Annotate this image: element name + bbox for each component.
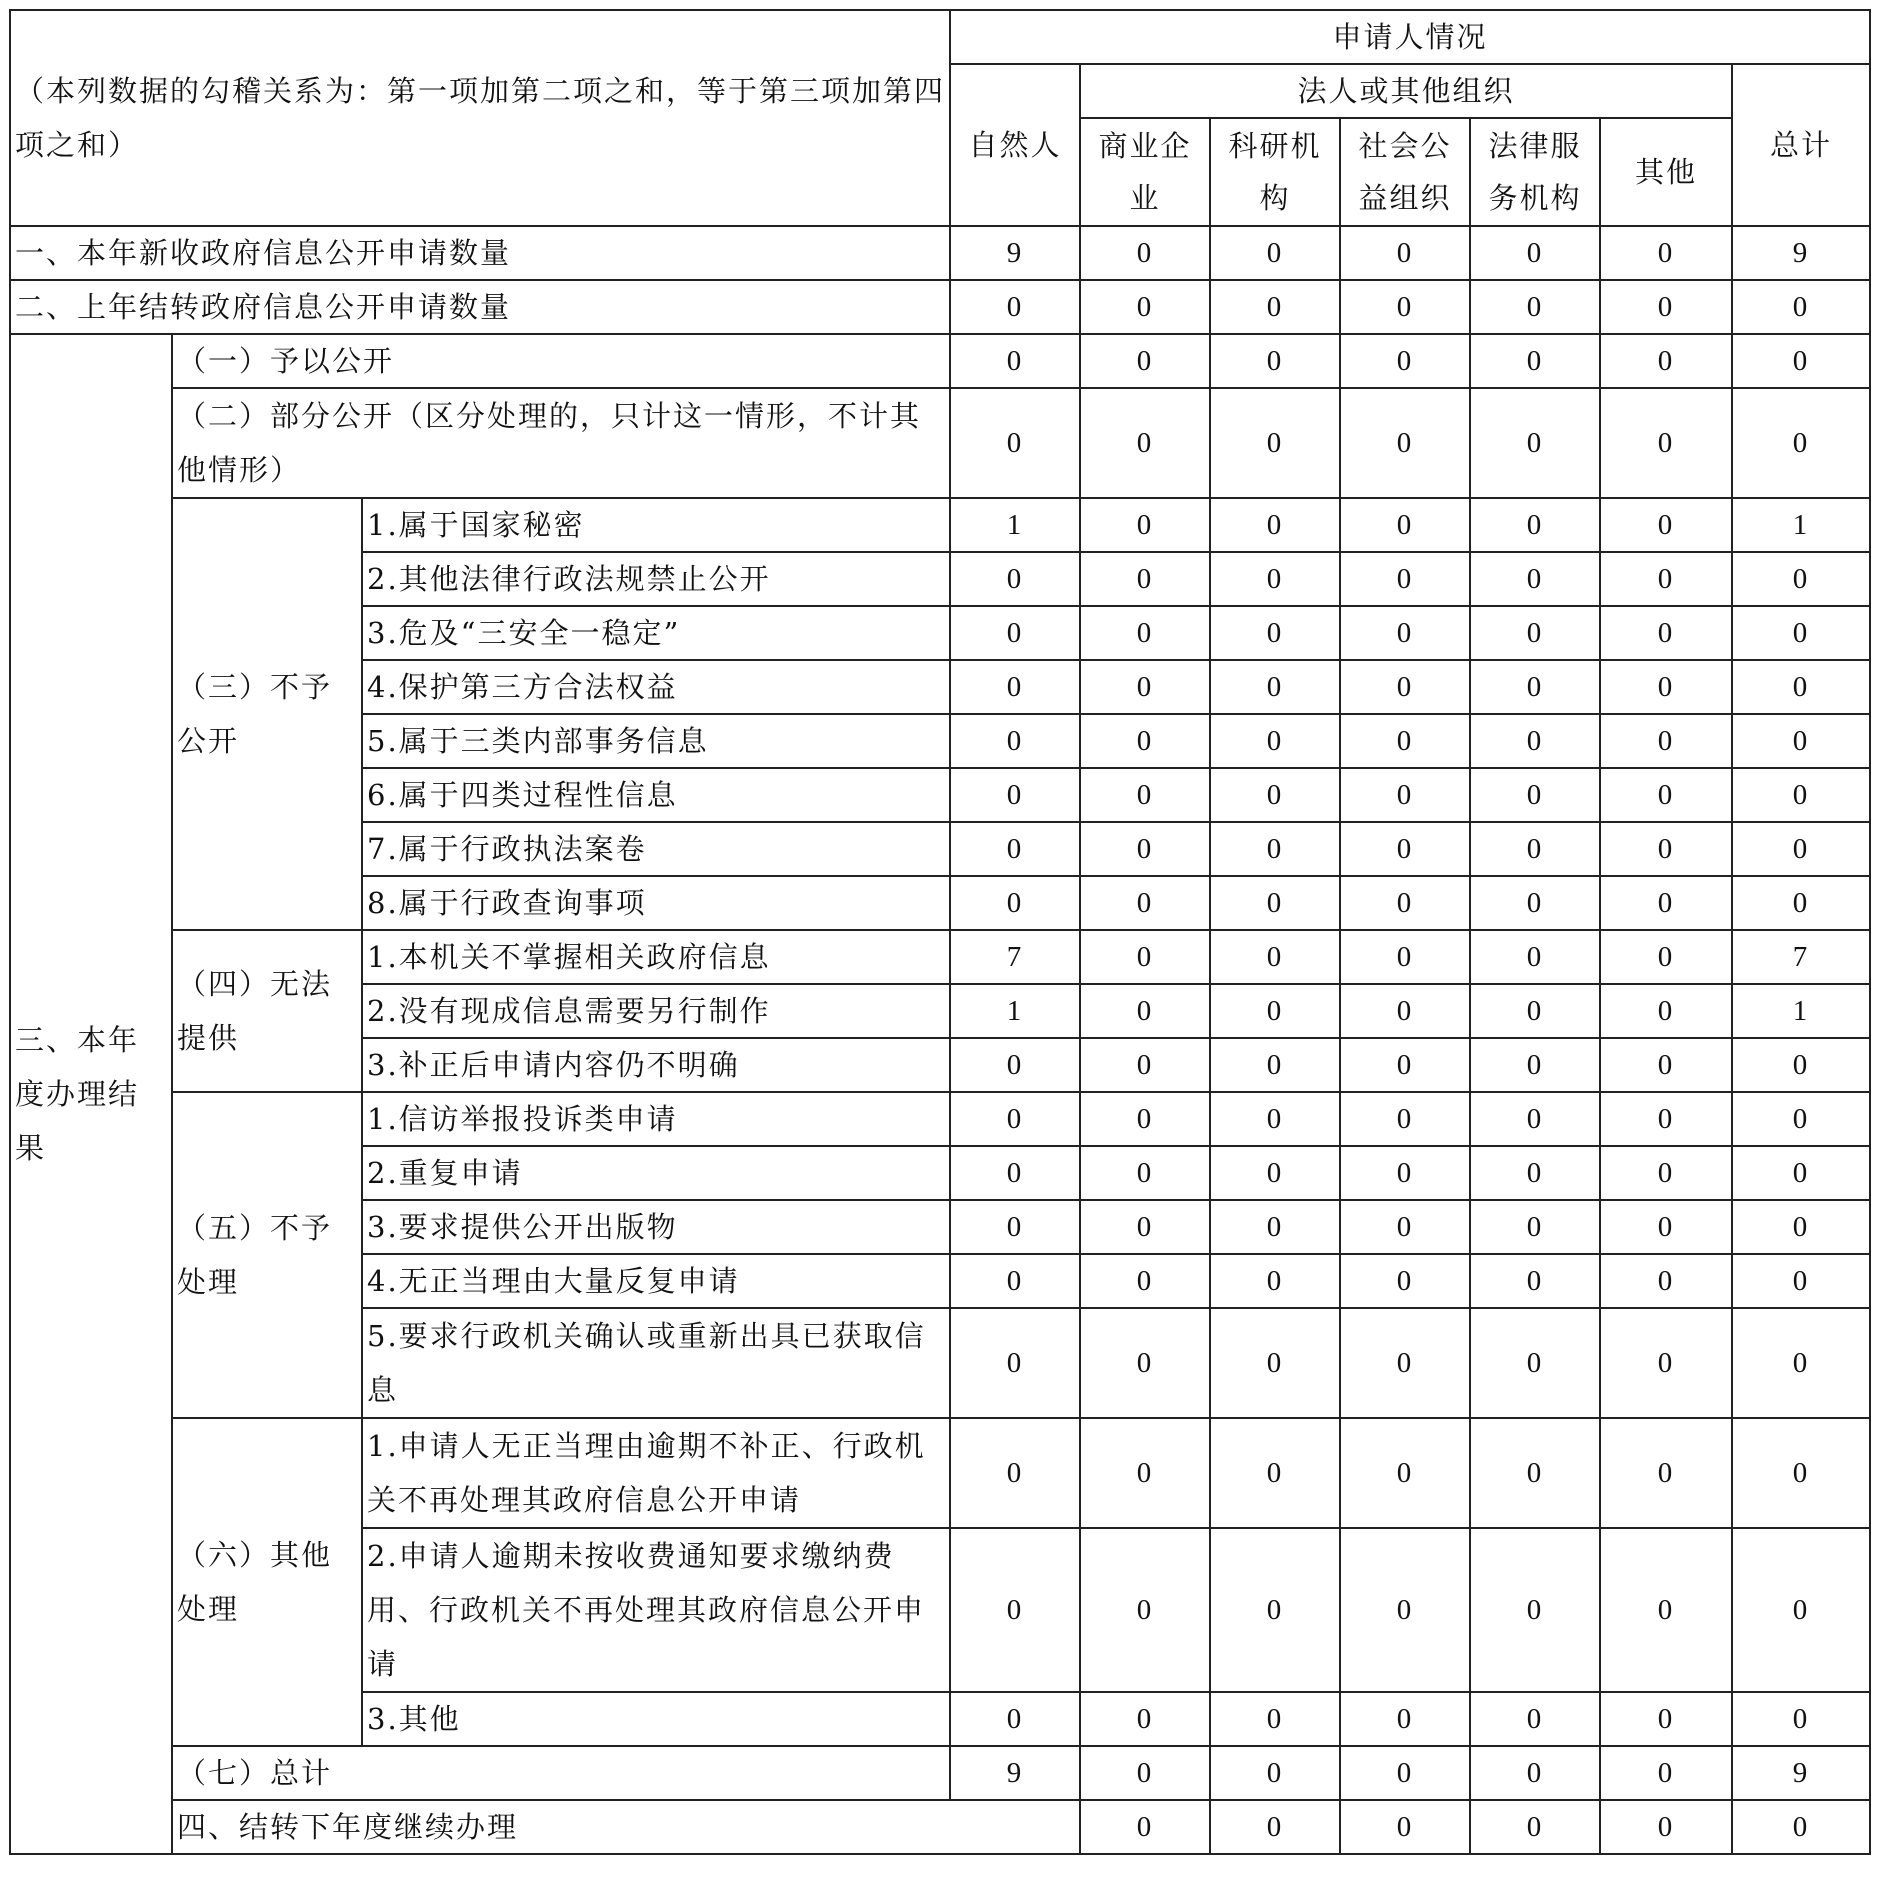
row-label: 5.要求行政机关确认或重新出具已获取信息 <box>362 1308 950 1418</box>
value-cell: 0 <box>1340 1038 1470 1092</box>
row-label: （一）予以公开 <box>172 334 950 388</box>
value-cell: 0 <box>1470 822 1600 876</box>
value-cell: 0 <box>950 388 1080 498</box>
value-cell: 1 <box>1732 984 1870 1038</box>
value-cell: 0 <box>1210 1200 1340 1254</box>
value-cell: 0 <box>1600 1418 1732 1528</box>
gov-info-request-table <box>9 9 1871 1855</box>
value-cell: 0 <box>950 1146 1080 1200</box>
value-cell: 0 <box>1470 226 1600 280</box>
value-cell: 0 <box>950 876 1080 930</box>
value-cell: 0 <box>1470 606 1600 660</box>
header-total: 总计 <box>1732 64 1870 226</box>
value-cell: 0 <box>1600 822 1732 876</box>
row-label: 1.申请人无正当理由逾期不补正、行政机关不再处理其政府信息公开申请 <box>362 1418 950 1528</box>
value-cell: 0 <box>1600 280 1732 334</box>
value-cell: 0 <box>1732 876 1870 930</box>
value-cell: 0 <box>1732 1200 1870 1254</box>
value-cell: 1 <box>1732 498 1870 552</box>
header-natural-person: 自然人 <box>950 64 1080 226</box>
value-cell: 0 <box>950 714 1080 768</box>
value-cell: 0 <box>1210 1146 1340 1200</box>
row-label: 二、上年结转政府信息公开申请数量 <box>10 280 950 334</box>
value-cell: 0 <box>1340 1308 1470 1418</box>
row-label: 8.属于行政查询事项 <box>362 876 950 930</box>
value-cell: 0 <box>1470 552 1600 606</box>
value-cell: 0 <box>1080 226 1210 280</box>
value-cell: 0 <box>1340 1800 1470 1854</box>
row-label: 2.其他法律行政法规禁止公开 <box>362 552 950 606</box>
value-cell: 0 <box>1210 226 1340 280</box>
value-cell: 0 <box>950 606 1080 660</box>
value-cell: 0 <box>1600 388 1732 498</box>
value-cell: 0 <box>1080 552 1210 606</box>
row-label: （二）部分公开（区分处理的，只计这一情形，不计其他情形） <box>172 388 950 498</box>
value-cell: 0 <box>1600 606 1732 660</box>
row-label: 3.其他 <box>362 1692 950 1746</box>
value-cell: 0 <box>1340 1746 1470 1800</box>
value-cell: 0 <box>1470 334 1600 388</box>
value-cell: 0 <box>1732 822 1870 876</box>
value-cell: 0 <box>950 1092 1080 1146</box>
value-cell: 0 <box>1470 1146 1600 1200</box>
value-cell: 0 <box>1600 226 1732 280</box>
value-cell: 0 <box>1080 930 1210 984</box>
value-cell: 0 <box>1732 1692 1870 1746</box>
row-label: 1.本机关不掌握相关政府信息 <box>362 930 950 984</box>
value-cell: 0 <box>1600 1038 1732 1092</box>
value-cell: 0 <box>1210 1528 1340 1692</box>
row-label: 2.申请人逾期未按收费通知要求缴纳费用、行政机关不再处理其政府信息公开申请 <box>362 1528 950 1692</box>
table-row <box>10 388 1870 498</box>
value-cell: 0 <box>1340 714 1470 768</box>
table-row <box>10 1800 1870 1854</box>
value-cell: 1 <box>950 498 1080 552</box>
row-label: 1.属于国家秘密 <box>362 498 950 552</box>
value-cell: 0 <box>1080 714 1210 768</box>
value-cell: 0 <box>1470 1418 1600 1528</box>
value-cell: 0 <box>1210 822 1340 876</box>
value-cell: 9 <box>1732 1746 1870 1800</box>
value-cell: 0 <box>1080 1146 1210 1200</box>
table-row <box>10 334 1870 388</box>
value-cell: 0 <box>1600 1528 1732 1692</box>
group-label-not-disclosed: （三）不予公开 <box>172 498 362 930</box>
value-cell: 1 <box>950 984 1080 1038</box>
value-cell: 0 <box>1340 822 1470 876</box>
value-cell: 0 <box>1600 1800 1732 1854</box>
value-cell: 0 <box>1340 930 1470 984</box>
row-label: 3.补正后申请内容仍不明确 <box>362 1038 950 1092</box>
value-cell: 0 <box>1732 388 1870 498</box>
value-cell: 0 <box>1080 1254 1210 1308</box>
value-cell: 0 <box>1340 1146 1470 1200</box>
group-label-not-processed: （五）不予处理 <box>172 1092 362 1418</box>
value-cell: 0 <box>1732 1092 1870 1146</box>
value-cell: 0 <box>1600 552 1732 606</box>
value-cell: 0 <box>1080 388 1210 498</box>
value-cell: 0 <box>1340 1200 1470 1254</box>
value-cell: 0 <box>950 1254 1080 1308</box>
value-cell: 0 <box>1210 1746 1340 1800</box>
value-cell: 0 <box>1600 714 1732 768</box>
row-label: 5.属于三类内部事务信息 <box>362 714 950 768</box>
row-label: 一、本年新收政府信息公开申请数量 <box>10 226 950 280</box>
value-cell: 0 <box>1080 822 1210 876</box>
value-cell: 0 <box>1340 660 1470 714</box>
value-cell: 0 <box>1210 498 1340 552</box>
value-cell: 0 <box>1210 1800 1340 1854</box>
value-cell: 0 <box>1470 498 1600 552</box>
value-cell: 0 <box>1210 930 1340 984</box>
header-applicant: 申请人情况 <box>950 10 1870 64</box>
value-cell: 0 <box>1080 1528 1210 1692</box>
value-cell: 0 <box>950 1418 1080 1528</box>
value-cell: 0 <box>950 1038 1080 1092</box>
row-label: 4.保护第三方合法权益 <box>362 660 950 714</box>
value-cell: 9 <box>1732 226 1870 280</box>
value-cell: 0 <box>1210 1092 1340 1146</box>
value-cell: 0 <box>1470 876 1600 930</box>
header-legal-group: 法人或其他组织 <box>1080 64 1732 118</box>
table-row <box>10 930 1870 984</box>
value-cell: 0 <box>1080 1200 1210 1254</box>
value-cell: 0 <box>1732 334 1870 388</box>
value-cell: 0 <box>1210 876 1340 930</box>
value-cell: 0 <box>1080 1800 1210 1854</box>
value-cell: 0 <box>1600 1308 1732 1418</box>
value-cell: 0 <box>1080 984 1210 1038</box>
value-cell: 0 <box>1210 1308 1340 1418</box>
value-cell: 0 <box>950 660 1080 714</box>
value-cell: 0 <box>1210 334 1340 388</box>
value-cell: 0 <box>950 1200 1080 1254</box>
value-cell: 0 <box>1080 1746 1210 1800</box>
value-cell: 0 <box>1470 930 1600 984</box>
row-label: 2.没有现成信息需要另行制作 <box>362 984 950 1038</box>
value-cell: 0 <box>1600 498 1732 552</box>
value-cell: 0 <box>950 768 1080 822</box>
value-cell: 0 <box>1470 660 1600 714</box>
header-research: 科研机构 <box>1210 118 1340 226</box>
value-cell: 0 <box>1080 1692 1210 1746</box>
value-cell: 0 <box>1340 226 1470 280</box>
value-cell: 0 <box>1210 606 1340 660</box>
row-label: 四、结转下年度继续办理 <box>172 1800 1080 1854</box>
value-cell: 0 <box>1600 1692 1732 1746</box>
value-cell: 0 <box>1732 1254 1870 1308</box>
header-other: 其他 <box>1600 118 1732 226</box>
value-cell: 9 <box>950 226 1080 280</box>
value-cell: 0 <box>1470 1038 1600 1092</box>
value-cell: 0 <box>950 552 1080 606</box>
value-cell: 0 <box>1340 1692 1470 1746</box>
row-label: 4.无正当理由大量反复申请 <box>362 1254 950 1308</box>
value-cell: 0 <box>1470 280 1600 334</box>
value-cell: 0 <box>950 822 1080 876</box>
value-cell: 0 <box>1210 1254 1340 1308</box>
value-cell: 0 <box>1600 930 1732 984</box>
value-cell: 0 <box>1470 1800 1600 1854</box>
value-cell: 0 <box>1470 1200 1600 1254</box>
row-label: 7.属于行政执法案卷 <box>362 822 950 876</box>
value-cell: 0 <box>950 1528 1080 1692</box>
value-cell: 0 <box>1732 1418 1870 1528</box>
value-cell: 0 <box>1600 660 1732 714</box>
value-cell: 0 <box>1080 876 1210 930</box>
value-cell: 0 <box>1210 984 1340 1038</box>
value-cell: 0 <box>1732 1308 1870 1418</box>
value-cell: 0 <box>1470 984 1600 1038</box>
value-cell: 0 <box>1470 1692 1600 1746</box>
value-cell: 0 <box>1600 984 1732 1038</box>
value-cell: 0 <box>1600 334 1732 388</box>
table-row <box>10 1092 1870 1146</box>
value-cell: 7 <box>1732 930 1870 984</box>
value-cell: 0 <box>1080 334 1210 388</box>
value-cell: 0 <box>1210 280 1340 334</box>
value-cell: 0 <box>1732 1800 1870 1854</box>
value-cell: 0 <box>1600 768 1732 822</box>
group-label-other-processing: （六）其他处理 <box>172 1418 362 1746</box>
value-cell: 0 <box>1210 768 1340 822</box>
header-commercial: 商业企业 <box>1080 118 1210 226</box>
value-cell: 0 <box>1732 1038 1870 1092</box>
value-cell: 7 <box>950 930 1080 984</box>
value-cell: 0 <box>1080 1092 1210 1146</box>
value-cell: 0 <box>1732 606 1870 660</box>
value-cell: 0 <box>1210 1418 1340 1528</box>
table-row <box>10 280 1870 334</box>
value-cell: 0 <box>1210 552 1340 606</box>
value-cell: 0 <box>1340 552 1470 606</box>
value-cell: 0 <box>1210 660 1340 714</box>
row-label: 3.危及“三安全一稳定” <box>362 606 950 660</box>
group-label-cannot-provide: （四）无法提供 <box>172 930 362 1092</box>
value-cell: 0 <box>1340 1528 1470 1692</box>
value-cell: 0 <box>1600 1254 1732 1308</box>
row-label: 3.要求提供公开出版物 <box>362 1200 950 1254</box>
value-cell: 0 <box>1732 1146 1870 1200</box>
table-note: （本列数据的勾稽关系为：第一项加第二项之和，等于第三项加第四项之和） <box>10 10 950 226</box>
value-cell: 0 <box>1470 1254 1600 1308</box>
value-cell: 0 <box>1080 498 1210 552</box>
header-public-welfare: 社会公益组织 <box>1340 118 1470 226</box>
value-cell: 0 <box>1600 1092 1732 1146</box>
value-cell: 0 <box>1600 1146 1732 1200</box>
value-cell: 0 <box>1080 280 1210 334</box>
value-cell: 0 <box>1340 876 1470 930</box>
value-cell: 0 <box>1340 768 1470 822</box>
table-row <box>10 1746 1870 1800</box>
value-cell: 0 <box>1080 1038 1210 1092</box>
table-row <box>10 1418 1870 1528</box>
row-label: 1.信访举报投诉类申请 <box>362 1092 950 1146</box>
value-cell: 0 <box>1210 1038 1340 1092</box>
row-label: 2.重复申请 <box>362 1146 950 1200</box>
value-cell: 0 <box>1340 498 1470 552</box>
value-cell: 0 <box>1470 1308 1600 1418</box>
value-cell: 0 <box>1470 714 1600 768</box>
row-label: 6.属于四类过程性信息 <box>362 768 950 822</box>
table-row <box>10 498 1870 552</box>
value-cell: 0 <box>1340 1254 1470 1308</box>
value-cell: 0 <box>1732 1528 1870 1692</box>
value-cell: 0 <box>950 1308 1080 1418</box>
value-cell: 0 <box>1732 768 1870 822</box>
value-cell: 0 <box>1732 660 1870 714</box>
value-cell: 0 <box>950 334 1080 388</box>
value-cell: 0 <box>1732 552 1870 606</box>
value-cell: 0 <box>1340 280 1470 334</box>
value-cell: 0 <box>1080 606 1210 660</box>
table-row <box>10 226 1870 280</box>
value-cell: 0 <box>1210 1692 1340 1746</box>
value-cell: 0 <box>1080 1308 1210 1418</box>
value-cell: 0 <box>1210 388 1340 498</box>
section-label-results: 三、本年度办理结果 <box>10 334 172 1854</box>
value-cell: 0 <box>1340 388 1470 498</box>
value-cell: 0 <box>1080 768 1210 822</box>
value-cell: 0 <box>1340 334 1470 388</box>
value-cell: 0 <box>1340 606 1470 660</box>
value-cell: 0 <box>1470 1746 1600 1800</box>
value-cell: 0 <box>1210 714 1340 768</box>
value-cell: 0 <box>1600 1200 1732 1254</box>
value-cell: 0 <box>1340 1092 1470 1146</box>
value-cell: 0 <box>1470 768 1600 822</box>
value-cell: 0 <box>1080 660 1210 714</box>
value-cell: 0 <box>1732 280 1870 334</box>
value-cell: 0 <box>1470 1092 1600 1146</box>
header-legal-service: 法律服务机构 <box>1470 118 1600 226</box>
value-cell: 0 <box>1340 1418 1470 1528</box>
value-cell: 0 <box>1600 1746 1732 1800</box>
value-cell: 0 <box>950 1692 1080 1746</box>
value-cell: 0 <box>1080 1418 1210 1528</box>
row-label: （七）总计 <box>172 1746 950 1800</box>
value-cell: 0 <box>1470 388 1600 498</box>
value-cell: 9 <box>950 1746 1080 1800</box>
value-cell: 0 <box>1470 1528 1600 1692</box>
value-cell: 0 <box>950 280 1080 334</box>
value-cell: 0 <box>1340 984 1470 1038</box>
value-cell: 0 <box>1732 714 1870 768</box>
value-cell: 0 <box>1600 876 1732 930</box>
